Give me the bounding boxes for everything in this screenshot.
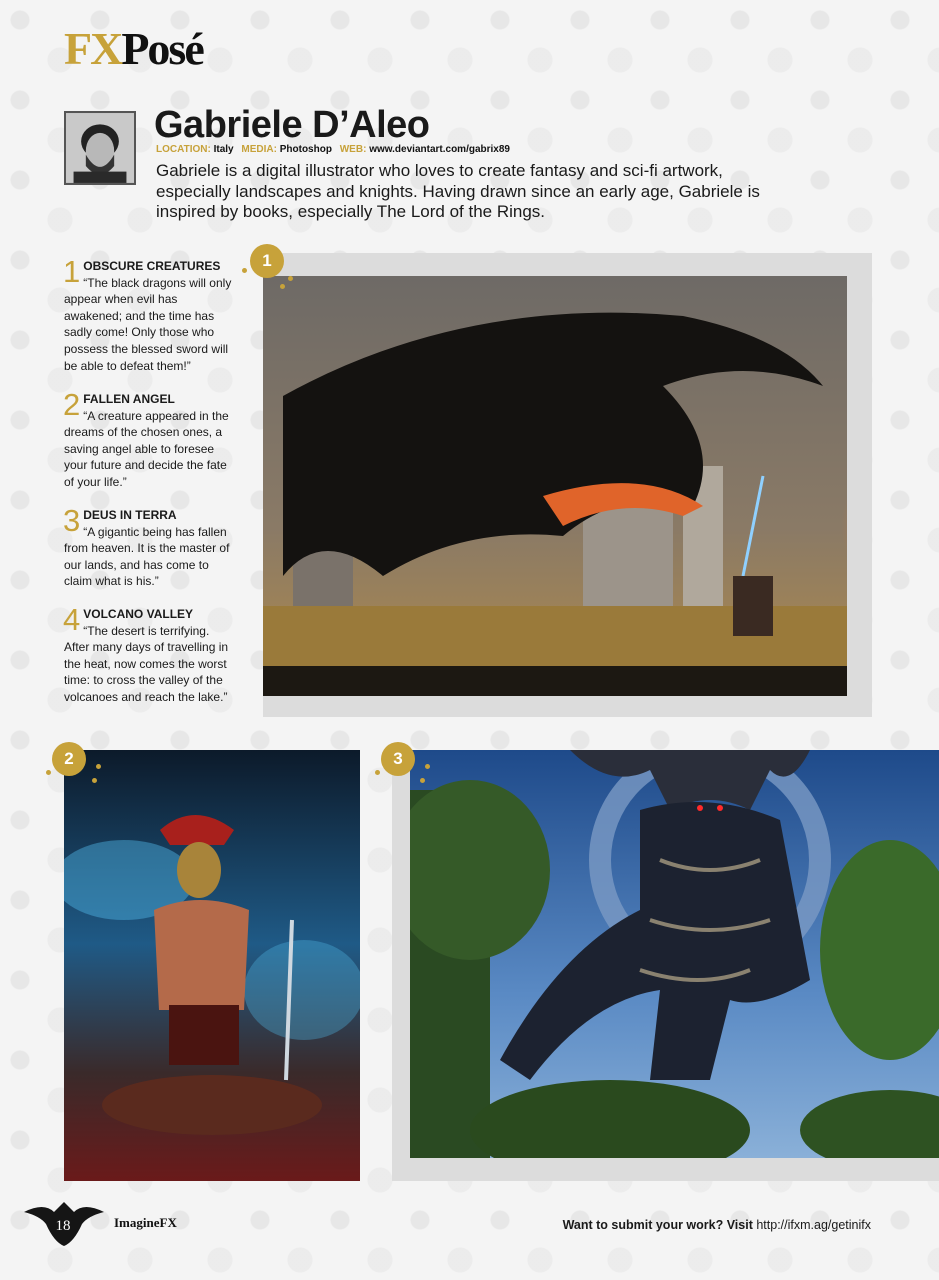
brand-logo: ImagineFX: [114, 1215, 177, 1230]
web-link[interactable]: www.deviantart.com/gabrix89: [369, 144, 510, 155]
badge-splatter: [288, 276, 293, 281]
caption-number: 2: [63, 387, 81, 422]
location-value: Italy: [213, 144, 234, 155]
caption-text: “A creature appeared in the dreams of the chosen ones, a saving angel able to foresee your future and decide the fate of your life.”: [64, 408, 229, 489]
artwork-2-fallen-angel[interactable]: [64, 750, 360, 1181]
caption-4: [63, 602, 234, 706]
artist-portrait: [64, 111, 136, 185]
caption-2: [63, 387, 234, 491]
caption-number: 4: [63, 602, 81, 637]
artwork-3-badge: 3: [381, 742, 415, 776]
badge-splatter: [375, 770, 380, 775]
giant-illustration: [410, 750, 939, 1158]
caption-number: 3: [63, 503, 81, 538]
media-label: MEDIA:: [241, 144, 277, 155]
masthead-fx: FX: [64, 23, 122, 74]
artwork-3-deus-in-terra[interactable]: [410, 750, 939, 1158]
page-number: 18: [55, 1218, 71, 1234]
badge-splatter: [425, 764, 430, 769]
caption-title: VOLCANO VALLEY: [83, 607, 194, 621]
portrait-image: [66, 113, 134, 183]
badge-splatter: [46, 770, 51, 775]
badge-splatter: [280, 284, 285, 289]
artist-meta: [156, 144, 515, 156]
badge-splatter: [242, 268, 247, 273]
caption-text: “The desert is terrifying. After many days of travelling in the heat, now comes the worst time: to cross the valley of the volcanoes and reach the lake.”: [64, 623, 229, 704]
dragon-illustration: [263, 276, 847, 696]
location-label: LOCATION:: [156, 144, 211, 155]
caption-title: OBSCURE CREATURES: [83, 259, 221, 273]
artist-bio: Gabriele is a digital illustrator who loves to create fantasy and sci-fi artwork, especially landscapes and knights. Having drawn since an early age, Gabriele is inspired by books, especially The Lord of the Rings.: [156, 161, 760, 221]
media-value: Photoshop: [279, 144, 332, 155]
caption-title: DEUS IN TERRA: [83, 508, 177, 522]
badge-splatter: [92, 778, 97, 783]
submit-url[interactable]: http://ifxm.ag/getinifx: [756, 1218, 871, 1232]
artwork-1-dragon[interactable]: [263, 276, 847, 696]
caption-text: “The black dragons will only appear when evil has awakened; and the time has sadly come! Only those who possess the blessed sword will be able to defeat them!”: [64, 275, 232, 373]
angel-illustration: [64, 750, 360, 1181]
caption-title: FALLEN ANGEL: [83, 392, 175, 406]
artwork-2-badge: 2: [52, 742, 86, 776]
submit-line: [563, 1218, 871, 1232]
caption-number: 1: [63, 254, 81, 289]
caption-text: “A gigantic being has fallen from heaven. It is the master of our lands, and has come to claim what is his.”: [64, 524, 230, 589]
submit-text: Want to submit your work? Visit: [562, 1218, 753, 1232]
artwork-1-badge: 1: [250, 244, 284, 278]
caption-1: [63, 254, 234, 374]
badge-splatter: [96, 764, 101, 769]
caption-3: [63, 503, 234, 590]
badge-splatter: [420, 778, 425, 783]
masthead-pose: Posé: [121, 23, 203, 74]
artist-name: Gabriele D’Aleo: [154, 104, 430, 146]
web-label: WEB:: [339, 144, 367, 155]
masthead-logo: [64, 23, 203, 74]
